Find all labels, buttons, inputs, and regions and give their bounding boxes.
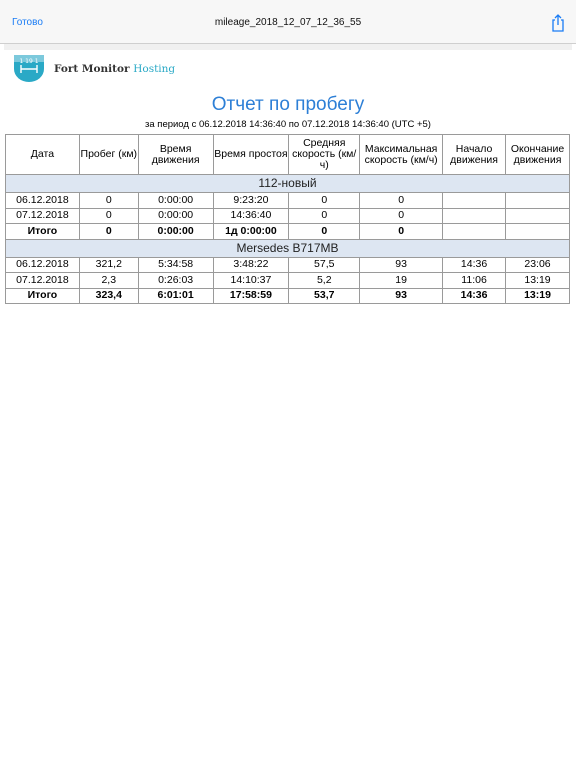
total-row xyxy=(6,288,570,304)
fort-monitor-logo-icon xyxy=(12,53,46,83)
table-cell: 321,2 xyxy=(79,257,138,273)
table-cell: 0 xyxy=(79,193,138,209)
total-cell: 6:01:01 xyxy=(138,288,213,304)
total-cell: 0 xyxy=(79,224,138,240)
table-cell xyxy=(506,193,570,209)
vehicle-name: 112-новый xyxy=(6,175,570,193)
total-cell: Итого xyxy=(6,224,80,240)
table-cell: 0:00:00 xyxy=(138,208,213,224)
table-row xyxy=(6,193,570,209)
table-cell: 3:48:22 xyxy=(213,257,289,273)
total-cell xyxy=(443,224,506,240)
table-cell: 23:06 xyxy=(506,257,570,273)
column-header-idle-time: Время простоя xyxy=(213,135,289,175)
total-cell xyxy=(506,224,570,240)
total-cell: 13:19 xyxy=(506,288,570,304)
logo-badge-text: 1 19 1 xyxy=(19,58,39,65)
report-period: за период с 06.12.2018 14:36:40 по 07.12.2018 14:36:40 (UTC +5) xyxy=(145,119,431,130)
page-edge xyxy=(4,44,572,50)
column-header-avg-speed: Средняя скорость (км/ч) xyxy=(289,135,360,175)
table-cell: 14:36 xyxy=(443,257,506,273)
table-cell: 19 xyxy=(360,273,443,289)
total-cell: 17:58:59 xyxy=(213,288,289,304)
column-header-end: Окончание движения xyxy=(506,135,570,175)
table-cell: 93 xyxy=(360,257,443,273)
share-icon[interactable] xyxy=(550,14,566,32)
table-header-row xyxy=(6,135,570,175)
table-cell xyxy=(443,208,506,224)
table-cell: 5,2 xyxy=(289,273,360,289)
table-cell: 0 xyxy=(289,193,360,209)
table-cell xyxy=(443,193,506,209)
total-cell: 0:00:00 xyxy=(138,224,213,240)
total-cell: Итого xyxy=(6,288,80,304)
total-cell: 53,7 xyxy=(289,288,360,304)
column-header-moving-time: Время движения xyxy=(138,135,213,175)
table-cell: 0:26:03 xyxy=(138,273,213,289)
total-cell: 0 xyxy=(289,224,360,240)
column-header-mileage: Пробег (км) xyxy=(79,135,138,175)
table-cell: 14:10:37 xyxy=(213,273,289,289)
table-cell: 07.12.2018 xyxy=(6,208,80,224)
table-cell: 0 xyxy=(79,208,138,224)
table-cell: 0:00:00 xyxy=(138,193,213,209)
total-cell: 14:36 xyxy=(443,288,506,304)
table-cell: 2,3 xyxy=(79,273,138,289)
total-cell: 93 xyxy=(360,288,443,304)
logo-text xyxy=(54,63,175,75)
navigation-bar xyxy=(0,0,576,44)
table-cell: 0 xyxy=(289,208,360,224)
vehicle-name: Mersedes B717MB xyxy=(6,239,570,257)
table-cell: 5:34:58 xyxy=(138,257,213,273)
table-cell: 14:36:40 xyxy=(213,208,289,224)
column-header-start: Начало движения xyxy=(443,135,506,175)
table-cell: 06.12.2018 xyxy=(6,257,80,273)
total-cell: 323,4 xyxy=(79,288,138,304)
vehicle-group-row xyxy=(6,175,570,193)
logo-name-accent: Hosting xyxy=(133,63,176,75)
document-title: mileage_2018_12_07_12_36_55 xyxy=(214,17,362,28)
total-cell: 0 xyxy=(360,224,443,240)
vehicle-group-row xyxy=(6,239,570,257)
report-title: Отчет по пробегу xyxy=(211,94,365,115)
table-cell: 0 xyxy=(360,208,443,224)
total-row xyxy=(6,224,570,240)
done-button[interactable]: Готово xyxy=(12,17,43,28)
table-cell: 57,5 xyxy=(289,257,360,273)
table-cell: 13:19 xyxy=(506,273,570,289)
logo-name: Fort Monitor xyxy=(54,63,130,75)
table-row xyxy=(6,257,570,273)
table-cell: 9:23:20 xyxy=(213,193,289,209)
table-row xyxy=(6,273,570,289)
table-cell: 0 xyxy=(360,193,443,209)
table-cell xyxy=(506,208,570,224)
table-row xyxy=(6,208,570,224)
column-header-date: Дата xyxy=(6,135,80,175)
mileage-table xyxy=(5,134,570,304)
total-cell: 1д 0:00:00 xyxy=(213,224,289,240)
table-cell: 07.12.2018 xyxy=(6,273,80,289)
column-header-max-speed: Максимальная скорость (км/ч) xyxy=(360,135,443,175)
table-cell: 06.12.2018 xyxy=(6,193,80,209)
table-cell: 11:06 xyxy=(443,273,506,289)
